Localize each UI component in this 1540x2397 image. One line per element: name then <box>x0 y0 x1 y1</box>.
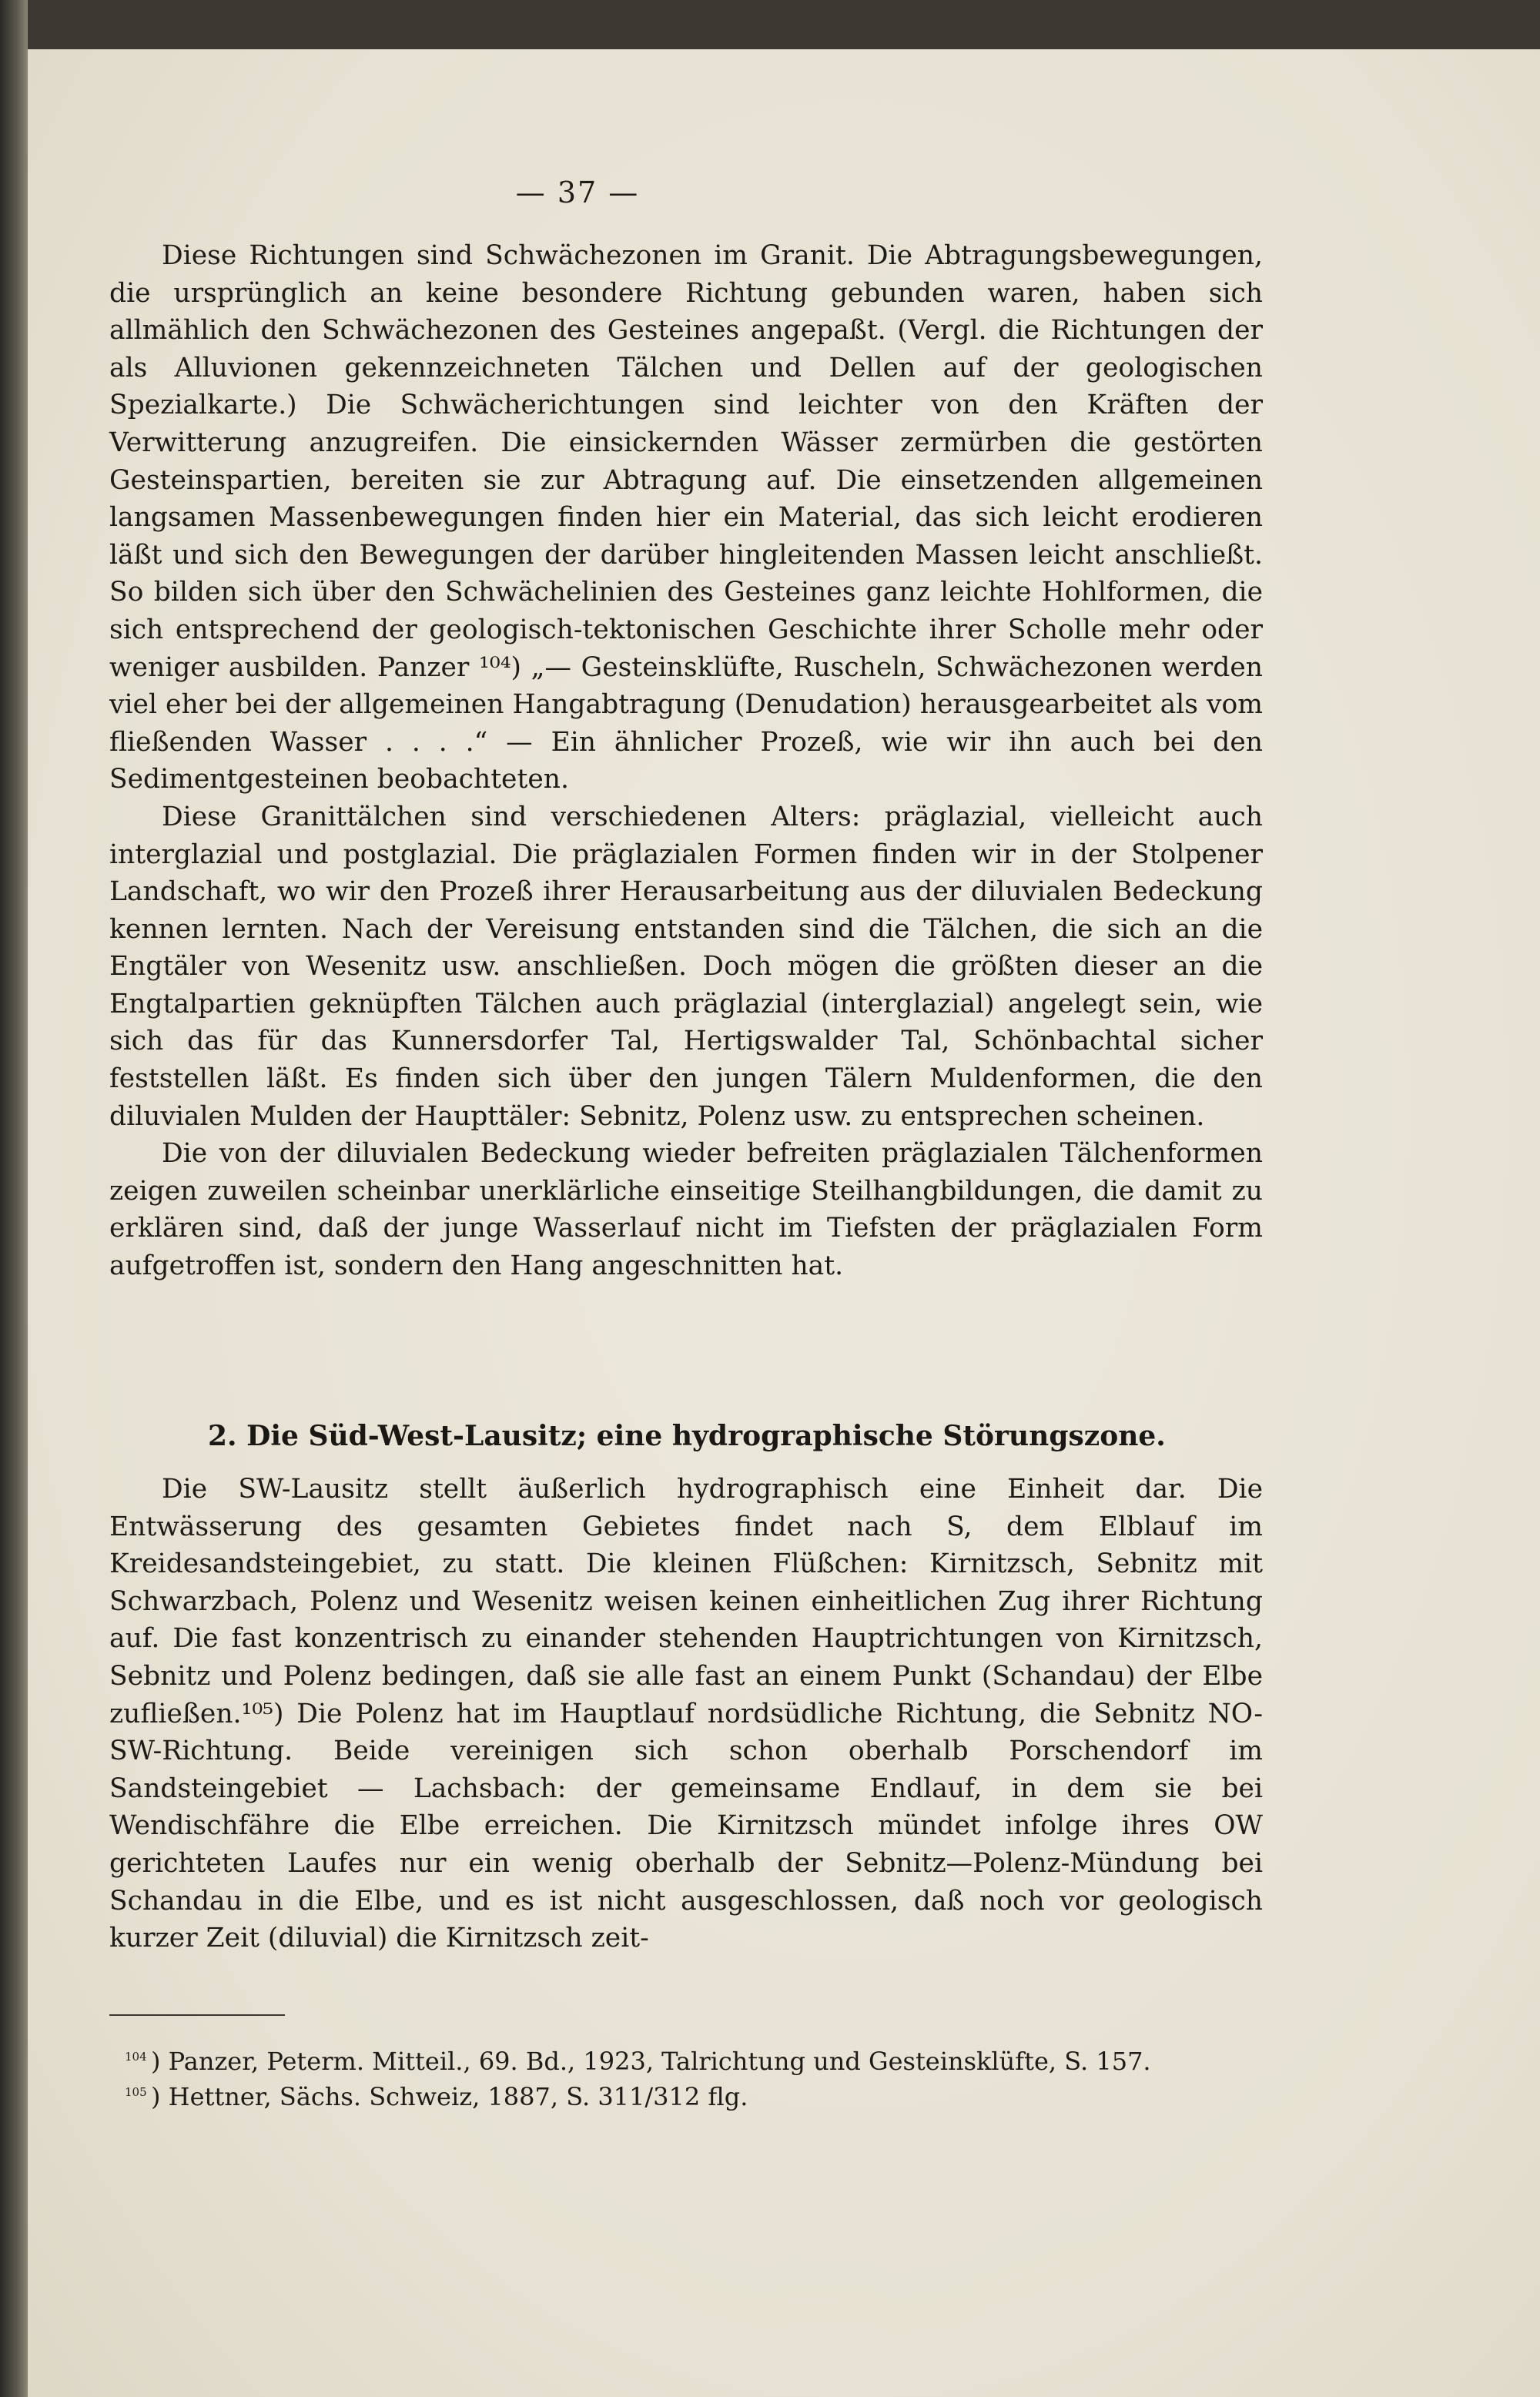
paragraph: Die von der diluvialen Bedeckung wieder befreiten präglazialen Tälchenformen zeigen zuweilen scheinbar unerklärliche einseitige Steilhangbildungen, die damit zu erklären sind, daß der junge Wasserlauf nicht im Tiefsten der präglazialen Form aufgetroffen ist, sondern den Hang angeschnitten hat. <box>109 1138 1263 1282</box>
footnote <box>125 2044 1275 2079</box>
book-binding-edge <box>0 0 28 2397</box>
footnote-text: ) Hettner, Sächs. Schweiz, 1887, S. 311/312 flg. <box>151 2082 748 2111</box>
footnote-mark: 105 <box>125 2085 147 2099</box>
footnote <box>125 2079 1275 2114</box>
page-number: — 37 — <box>515 176 640 209</box>
section-heading: 2. Die Süd-West-Lausitz; eine hydrographische Störungszone. <box>208 1420 1166 1452</box>
footnote-divider <box>109 2014 285 2016</box>
paragraph: Diese Richtungen sind Schwächezonen im Granit. Die Abtragungsbewegungen, die ursprünglich an keine besondere Richtung gebunden waren, haben sich allmählich den Schwächezonen des Gesteines angepaßt. (Vergl. die Richtungen der als Alluvionen gekennzeichneten Tälchen und Dellen auf der geologischen Spezialkarte.) Die Schwächerichtungen sind leichter von den Kräften der Verwitterung anzugreifen. Die einsickernden Wässer zermürben die gestörten Gesteinspartien, bereiten sie zur Abtragung auf. Die einsetzenden allgemeinen langsamen Massenbewegungen finden hier ein Material, das sich leicht erodieren läßt und sich den Bewegungen der darüber hingleitenden Massen leicht anschließt. So bilden sich über den Schwächelinien des Gesteines ganz leichte Hohlformen, die sich entsprechend der geologisch-tektonischen Geschichte ihrer Scholle mehr oder weniger ausbilden. Panzer ¹⁰⁴) „— Gesteinsklüfte, Ruscheln, Schwächezonen werden viel eher bei der allgemeinen Hangabtragung (Denudation) herausgearbeitet als vom fließenden Wasser . . . .“ — Ein ähnlicher Prozeß, wie wir ihn auch bei den Sedimentgesteinen beobachteten. <box>109 240 1263 795</box>
section-body-text <box>109 1471 1263 1957</box>
paragraph: Diese Granittälchen sind verschiedenen Alters: präglazial, vielleicht auch interglazial und postglazial. Die präglazialen Formen finden wir in der Stolpener Landschaft, wo wir den Prozeß ihrer Herausarbeitung aus der diluvialen Bedeckung kennen lernten. Nach der Vereisung entstanden sind die Tälchen, die sich an die Engtäler von Wesenitz usw. anschließen. Doch mögen die größten dieser an die Engtalpartien geknüpften Tälchen auch präglazial (interglazial) angelegt sein, wie sich das für das Kunnersdorfer Tal, Hertigswalder Tal, Schönbachtal sicher feststellen läßt. Es finden sich über den jungen Tälern Muldenformen, die den diluvialen Mulden der Haupttäler: Sebnitz, Polenz usw. zu entsprechen scheinen. <box>109 801 1263 1132</box>
footnote-mark: 104 <box>125 2050 147 2064</box>
footnotes <box>125 2044 1275 2114</box>
paragraph: Die SW-Lausitz stellt äußerlich hydrographisch eine Einheit dar. Die Entwässerung des gesamten Gebietes findet nach S, dem Elblauf im Kreidesandsteingebiet, zu statt. Die kleinen Flüßchen: Kirnitzsch, Sebnitz mit Schwarzbach, Polenz und Wesenitz weisen keinen einheitlichen Zug ihrer Richtung auf. Die fast konzentrisch zu einander stehenden Hauptrichtungen von Kirnitzsch, Sebnitz und Polenz bedingen, daß sie alle fast an einem Punkt (Schandau) der Elbe zufließen.¹⁰⁵) Die Polenz hat im Hauptlauf nordsüdliche Richtung, die Sebnitz NO-SW-Richtung. Beide vereinigen sich schon oberhalb Porschendorf im Sandsteingebiet — Lachsbach: der gemeinsame Endlauf, in dem sie bei Wendischfähre die Elbe erreichen. Die Kirnitzsch mündet infolge ihres OW gerichteten Laufes nur ein wenig oberhalb der Sebnitz—Polenz-Mündung bei Schandau in die Elbe, und es ist nicht ausgeschlossen, daß noch vor geologisch kurzer Zeit (diluvial) die Kirnitzsch zeit- <box>109 1474 1263 1954</box>
body-text <box>109 237 1263 1285</box>
footnote-text: ) Panzer, Peterm. Mitteil., 69. Bd., 1923, Talrichtung und Gesteinsklüfte, S. 157. <box>151 2047 1151 2076</box>
